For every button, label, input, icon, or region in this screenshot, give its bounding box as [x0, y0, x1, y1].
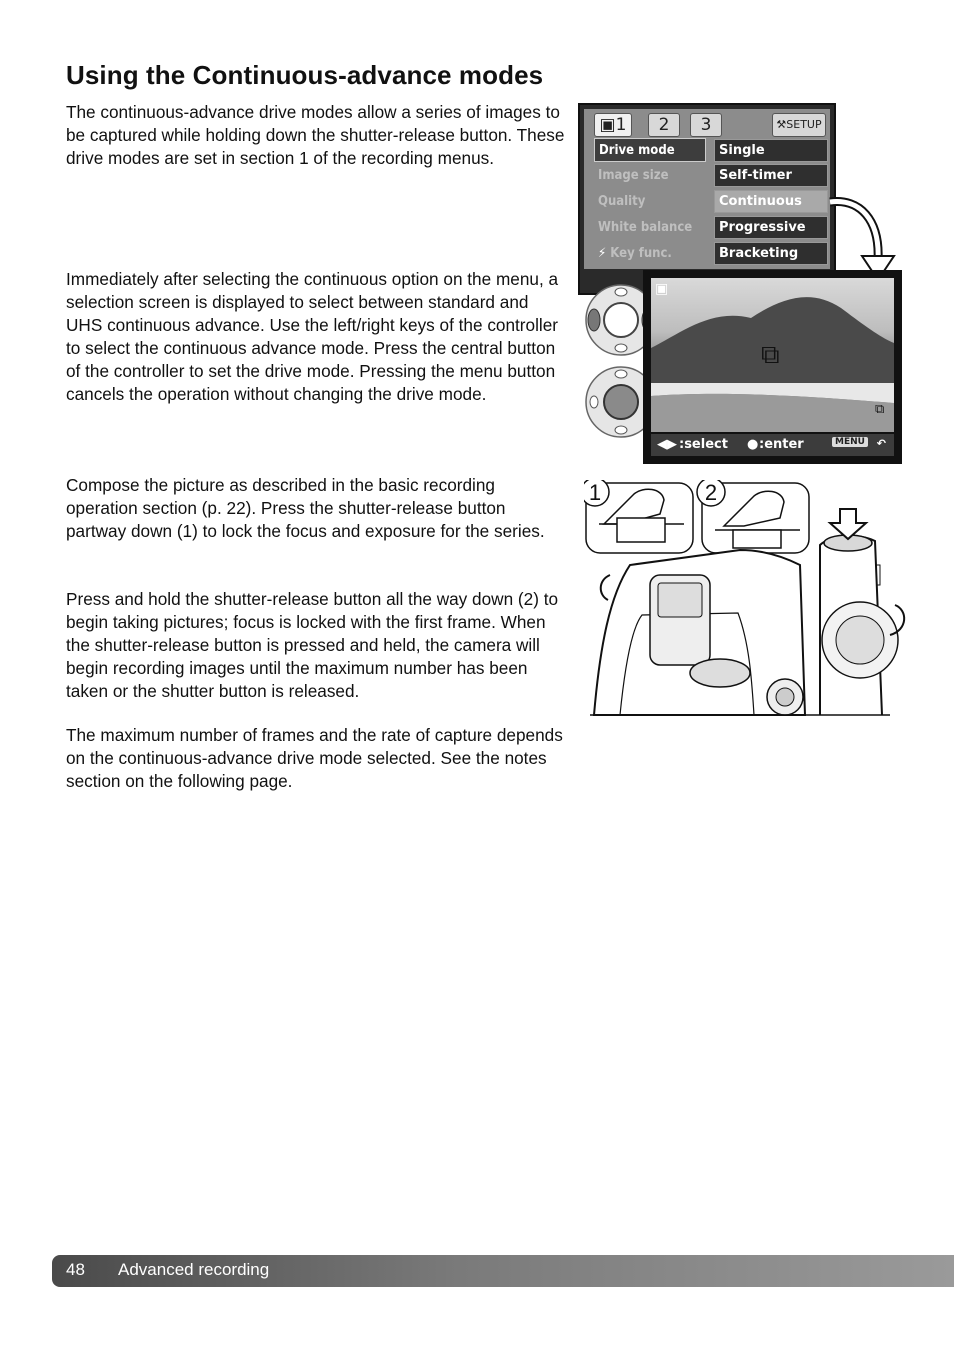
menu-panel [584, 109, 830, 269]
section-name: Advanced recording [118, 1260, 270, 1279]
center-button-icon: ● [747, 437, 759, 452]
press-hold-paragraph: Press and hold the shutter-release button all the way down (2) to begin taking pictures; focus is locked with the first frame. When the shutter-release button is pressed and held, the camera will begin recording images until the maximum number has been taken or the shutter button is released. [66, 589, 559, 701]
page-number: 48 [66, 1260, 85, 1279]
flash-icon: ⚡ [598, 246, 607, 261]
selection-paragraph: Immediately after selecting the continuous option on the menu, a selection screen is displayed to select between standard and UHS continuous advance. Use the left/right keys of the controller to select the continuous advance mode. Press the central button of the controller to set the drive mode. Pressing the menu button cancels the operation without changing the drive mode. [66, 269, 559, 404]
compose-paragraph: Compose the picture as described in the basic recording operation section (p. 22). Press the shutter-release button partway down (1) to lock the focus and exposure for the series. [66, 475, 545, 541]
menu-tab-2: 2 [648, 113, 680, 137]
max-frames-paragraph: The maximum number of frames and the rate of capture depends on the continuous-advance drive mode selected. See the notes section on the following page. [66, 725, 563, 791]
page-title: Using the Continuous-advance modes [66, 60, 544, 90]
wrench-icon: ⚒ [776, 118, 787, 131]
option-progressive: Progressive [714, 216, 828, 239]
back-icon: ↶ [876, 437, 886, 450]
menu-row-white-balance: White balance [598, 220, 693, 235]
menu-row-image-size: Image size [598, 168, 669, 183]
menu-row-drive-mode: Drive mode [594, 138, 706, 162]
menu-row-key-func: ⚡ Key func. [598, 246, 672, 261]
menu-tab-1: ▣1 [594, 113, 632, 137]
menu-row-quality: Quality [598, 194, 646, 209]
camera-icon: ▣ [599, 115, 616, 135]
menu-tab-3: 3 [690, 113, 722, 137]
recording-menu-screen [578, 103, 836, 295]
menu-button-label: MENU [832, 437, 868, 447]
option-bracketing: Bracketing [714, 242, 828, 265]
option-continuous: Continuous [714, 190, 828, 213]
option-single: Single [714, 139, 828, 162]
live-view-hint-bar [651, 434, 894, 456]
select-hint: :select [679, 437, 728, 452]
small-drive-icon: ⧉ [875, 402, 885, 417]
option-self-timer: Self-timer [714, 164, 828, 187]
camera-mode-icon: ▣ [655, 280, 669, 296]
menu-tab-setup: ⚒SETUP [772, 113, 826, 137]
left-right-arrows-icon: ◀▶ [657, 437, 677, 452]
continuous-drive-icon: ⧉ [761, 340, 780, 370]
continuous-mode-selection-screen [643, 270, 902, 464]
landscape-photo [651, 278, 894, 432]
enter-hint: :enter [759, 437, 804, 452]
camera-illustration [590, 505, 910, 717]
step-2-label: 2 [704, 480, 718, 505]
step-1-label: 1 [588, 480, 602, 505]
page-footer [52, 1255, 954, 1287]
intro-paragraph: The continuous-advance drive modes allow a series of images to be captured while holding down the shutter-release button. These drive modes are set in section 1 of the recording menus. [66, 102, 565, 168]
